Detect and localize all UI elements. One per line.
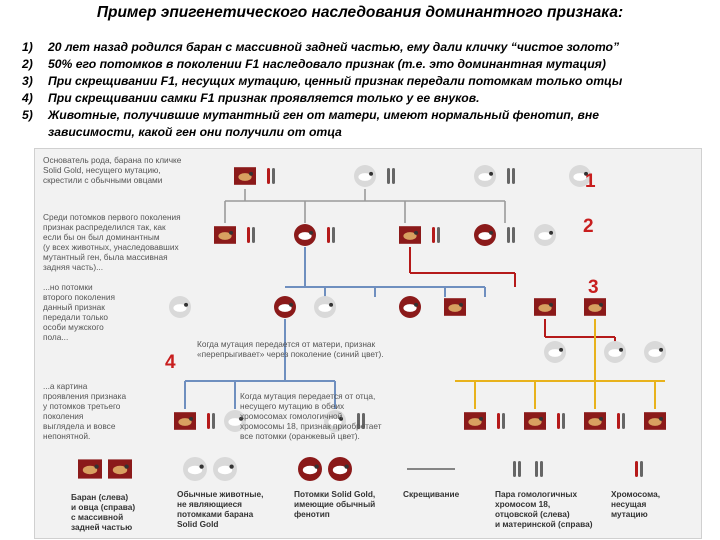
legend-mutant: Баран (слева) и овца (справа) с массивной задней частью [71,492,136,532]
caption-first-generation: Среди потомков первого поколения признак распределился так, как если бы он был доминантным (у всех животных, унаследовавших мутантный ген, была массивная задняя часть)... [43,212,181,272]
normal-sheep-icon [314,296,336,318]
chromosome-icon [247,227,255,243]
normal-sheep-icon [604,341,626,363]
chromosome-icon [617,413,625,429]
carrier-sheep-icon [474,224,496,246]
carrier-sheep-icon [328,457,352,481]
notes-list [22,39,712,141]
mutant-sheep-icon [534,298,556,316]
normal-sheep-icon [644,341,666,363]
note-item [22,56,712,73]
mutant-sheep-icon [464,412,486,430]
step-number-3: 3 [588,277,599,298]
mutant-sheep-icon [399,226,421,244]
mutant-sheep-icon [444,298,466,316]
caption-third-generation: ...а картина проявления признака у потомков третьего поколения выглядела и вовсе непонятной. [43,381,127,441]
carrier-sheep-icon [298,457,322,481]
note-text: 50% его потомков в поколении F1 наследовало признак (т.е. это доминантная мутация) [48,57,606,71]
mutant-sheep-icon [584,412,606,430]
note-item [22,107,712,124]
chromosome-icon [507,168,515,184]
note-item [22,73,712,90]
normal-sheep-icon [213,457,237,481]
note-number: 5) [22,108,33,122]
mutant-sheep-icon [644,412,666,430]
legend-normal: Обычные животные, не являющиеся потомками барана Solid Gold [177,489,264,529]
chromosome-icon [327,227,335,243]
step-number-2: 2 [583,216,594,237]
carrier-sheep-icon [294,224,316,246]
caption-maternal-transmission: Когда мутация передается от матери, признак «перепрыгивает» через поколение (синий цвет). [197,339,384,359]
mutant-sheep-icon [524,412,546,430]
carrier-sheep-icon [274,296,296,318]
chromosome-icon [497,413,505,429]
page-title: Пример эпигенетического наследования доминантного признака: [96,4,624,21]
note-text: При скрещивании F1, несущих мутацию, ценный признак передали потомкам только отцы [48,74,623,88]
note-text: зависимости, какой ген они получили от отца [48,125,342,139]
normal-sheep-icon [354,165,376,187]
normal-sheep-icon [534,224,556,246]
mutant-sheep-icon [234,167,256,185]
mutant-sheep-icon [108,459,132,478]
note-text: При скрещивании самки F1 признак проявляется только у ее внуков. [48,91,480,105]
normal-sheep-icon [544,341,566,363]
legend-chromosome-pair: Пара гомологичных хромосом 18, отцовской (слева) и материнской (справа) [495,489,593,529]
note-text: 20 лет назад родился баран с массивной задней частью, ему дали кличку “чистое золото” [48,40,620,54]
caption-second-generation: ...но потомки второго поколения данный признак передали только особи мужского пола... [43,282,115,342]
note-item [22,90,712,107]
caption-paternal-transmission: Когда мутация передается от отца, несущего мутацию в обеих хромосомах гомологичной хромосомы 18, признак приобретает все потомки (оранжевый цвет). [240,391,382,441]
chromosome-icon [207,413,215,429]
note-number: 4) [22,91,33,105]
chromosome-icon [387,168,395,184]
normal-sheep-icon [474,165,496,187]
mutant-sheep-icon [174,412,196,430]
chromosome-icon [432,227,440,243]
normal-sheep-icon [169,296,191,318]
chromosome-icon [535,461,543,477]
normal-sheep-icon [183,457,207,481]
caption-founder: Основатель рода, барана по кличке Solid Gold, несущего мутацию, скрестили с обычными овцами [43,155,182,185]
note-number: 2) [22,57,33,71]
mutant-sheep-icon [584,298,606,316]
chromosome-icon [507,227,515,243]
step-number-4: 4 [165,352,176,373]
note-item [22,39,712,56]
legend-carrier: Потомки Solid Gold, имеющие обычный фенотип [294,489,376,519]
note-number: 1) [22,40,33,54]
chromosome-icon [557,413,565,429]
chromosome-icon [513,461,521,477]
carrier-sheep-icon [399,296,421,318]
note-number [22,124,48,141]
note-text: Животные, получившие мутантный ген от матери, имеют нормальный фенотип, вне [48,108,600,122]
step-number-1: 1 [585,171,596,192]
legend-cross: Скрещивание [403,489,460,499]
chromosome-icon [267,168,275,184]
note-item [22,124,712,141]
legend-mutant-chromosome: Хромосома, несущая мутацию [611,489,661,519]
inheritance-diagram [34,148,702,539]
chromosome-icon [635,461,643,477]
mutant-sheep-icon [78,459,102,478]
note-number: 3) [22,74,33,88]
